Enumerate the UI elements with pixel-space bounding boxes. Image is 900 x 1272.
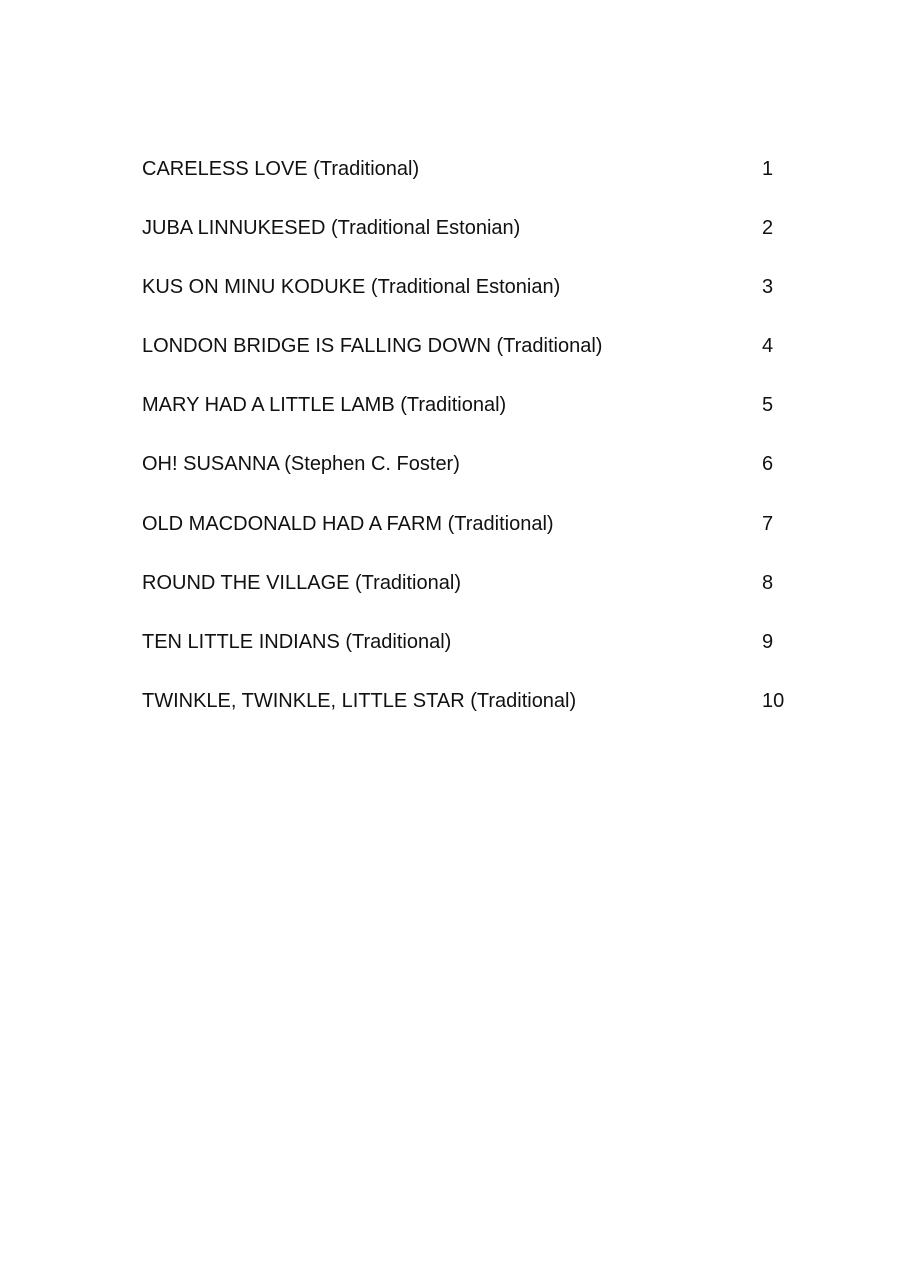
toc-entry-title: KUS ON MINU KODUKE (Traditional Estonian) xyxy=(142,276,561,299)
toc-entry[interactable] xyxy=(142,509,802,568)
toc-entry[interactable] xyxy=(142,568,802,627)
toc-entry[interactable] xyxy=(142,449,802,508)
toc-entry[interactable] xyxy=(142,686,802,745)
toc-entry-title: ROUND THE VILLAGE (Traditional) xyxy=(142,571,461,594)
toc-entry-page-number: 4 xyxy=(762,335,774,358)
toc-entry-page-number: 2 xyxy=(762,217,774,240)
toc-entry-page-number: 6 xyxy=(762,453,774,476)
toc-entry-page-number: 8 xyxy=(762,571,774,594)
toc-entry-page-number: 1 xyxy=(762,158,774,180)
toc-entry-title: LONDON BRIDGE IS FALLING DOWN (Traditional) xyxy=(142,335,603,358)
toc-entry-title: JUBA LINNUKESED (Traditional Estonian) xyxy=(142,217,521,240)
table-of-contents xyxy=(142,154,802,745)
toc-entry[interactable] xyxy=(142,390,802,449)
toc-entry-page-number: 3 xyxy=(762,276,774,299)
toc-entry-title: MARY HAD A LITTLE LAMB (Traditional) xyxy=(142,394,507,417)
toc-entry-title: TEN LITTLE INDIANS (Traditional) xyxy=(142,630,452,653)
toc-entry[interactable] xyxy=(142,213,802,272)
toc-entry-title: CARELESS LOVE (Traditional) xyxy=(142,158,420,180)
toc-entry[interactable] xyxy=(142,331,802,390)
toc-entry[interactable] xyxy=(142,272,802,331)
toc-entry-page-number: 5 xyxy=(762,394,774,417)
toc-entry-title: OLD MACDONALD HAD A FARM (Traditional) xyxy=(142,512,554,535)
toc-entry-title: OH! SUSANNA (Stephen C. Foster) xyxy=(142,453,460,476)
toc-entry[interactable] xyxy=(142,627,802,686)
toc-entry-page-number: 10 xyxy=(762,689,785,712)
toc-entry-page-number: 9 xyxy=(762,630,774,653)
toc-entry-page-number: 7 xyxy=(762,512,774,535)
toc-entry[interactable] xyxy=(142,154,802,213)
toc-entry-title: TWINKLE, TWINKLE, LITTLE STAR (Traditional) xyxy=(142,689,577,712)
